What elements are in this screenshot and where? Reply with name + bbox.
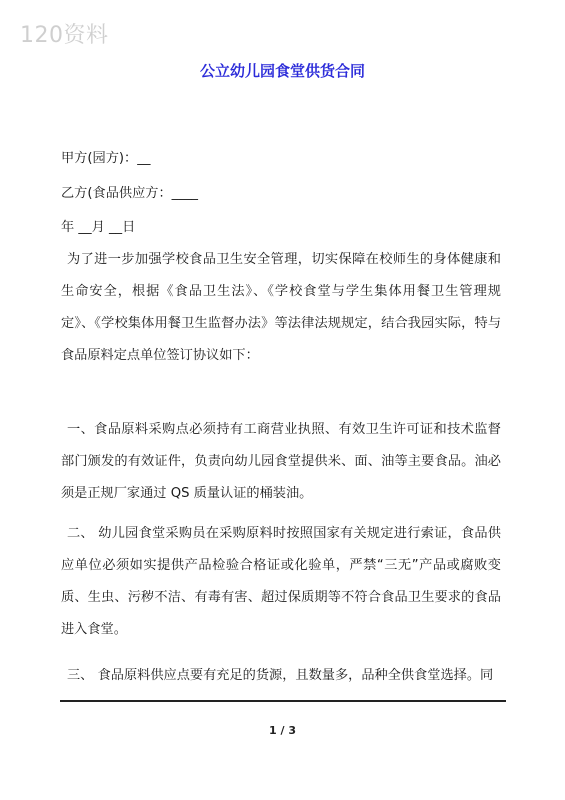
page-number: 1 / 3 xyxy=(269,724,296,737)
party-b-line: 乙方(食品供应方：____ xyxy=(61,186,199,201)
footer-divider xyxy=(60,700,506,702)
watermark: 120资料 xyxy=(20,23,109,48)
clause-3: 三、 食品原料供应点要有充足的货源，且数量多，品种全供食堂选择。同 xyxy=(67,668,494,683)
intro-paragraph: 为了进一步加强学校食品卫生安全管理，切实保障在校师生的身体健康和生命安全，根据《食品卫生法》、《学校食堂与学生集体用餐卫生管理规定》、《学校集体用餐卫生监督办法》等法律法规规定，结合我园实际，特与食品原料定点单位签订协议如下： xyxy=(61,252,501,363)
date-line: 年 __月 __日 xyxy=(61,220,136,235)
party-a-line: 甲方(园方)：__ xyxy=(61,151,151,166)
clause-1: 一、食品原料采购点必须持有工商营业执照、有效卫生许可证和技术监督部门颁发的有效证件，负责向幼儿园食堂提供米、面、油等主要食品。油必须是正规厂家通过 QS 质量认证的桶装油。 xyxy=(61,422,501,501)
document-title: 公立幼儿园食堂供货合同 xyxy=(199,62,365,80)
clause-2: 二、 幼儿园食堂采购员在采购原料时按照国家有关规定进行索证，食品供应单位必须如实提供产品检验合格证或化验单，严禁“三无”产品或腐败变质、生虫、污秽不洁、有毒有害、超过保质期等不符合食品卫生要求的食品进入食堂。 xyxy=(61,526,501,637)
